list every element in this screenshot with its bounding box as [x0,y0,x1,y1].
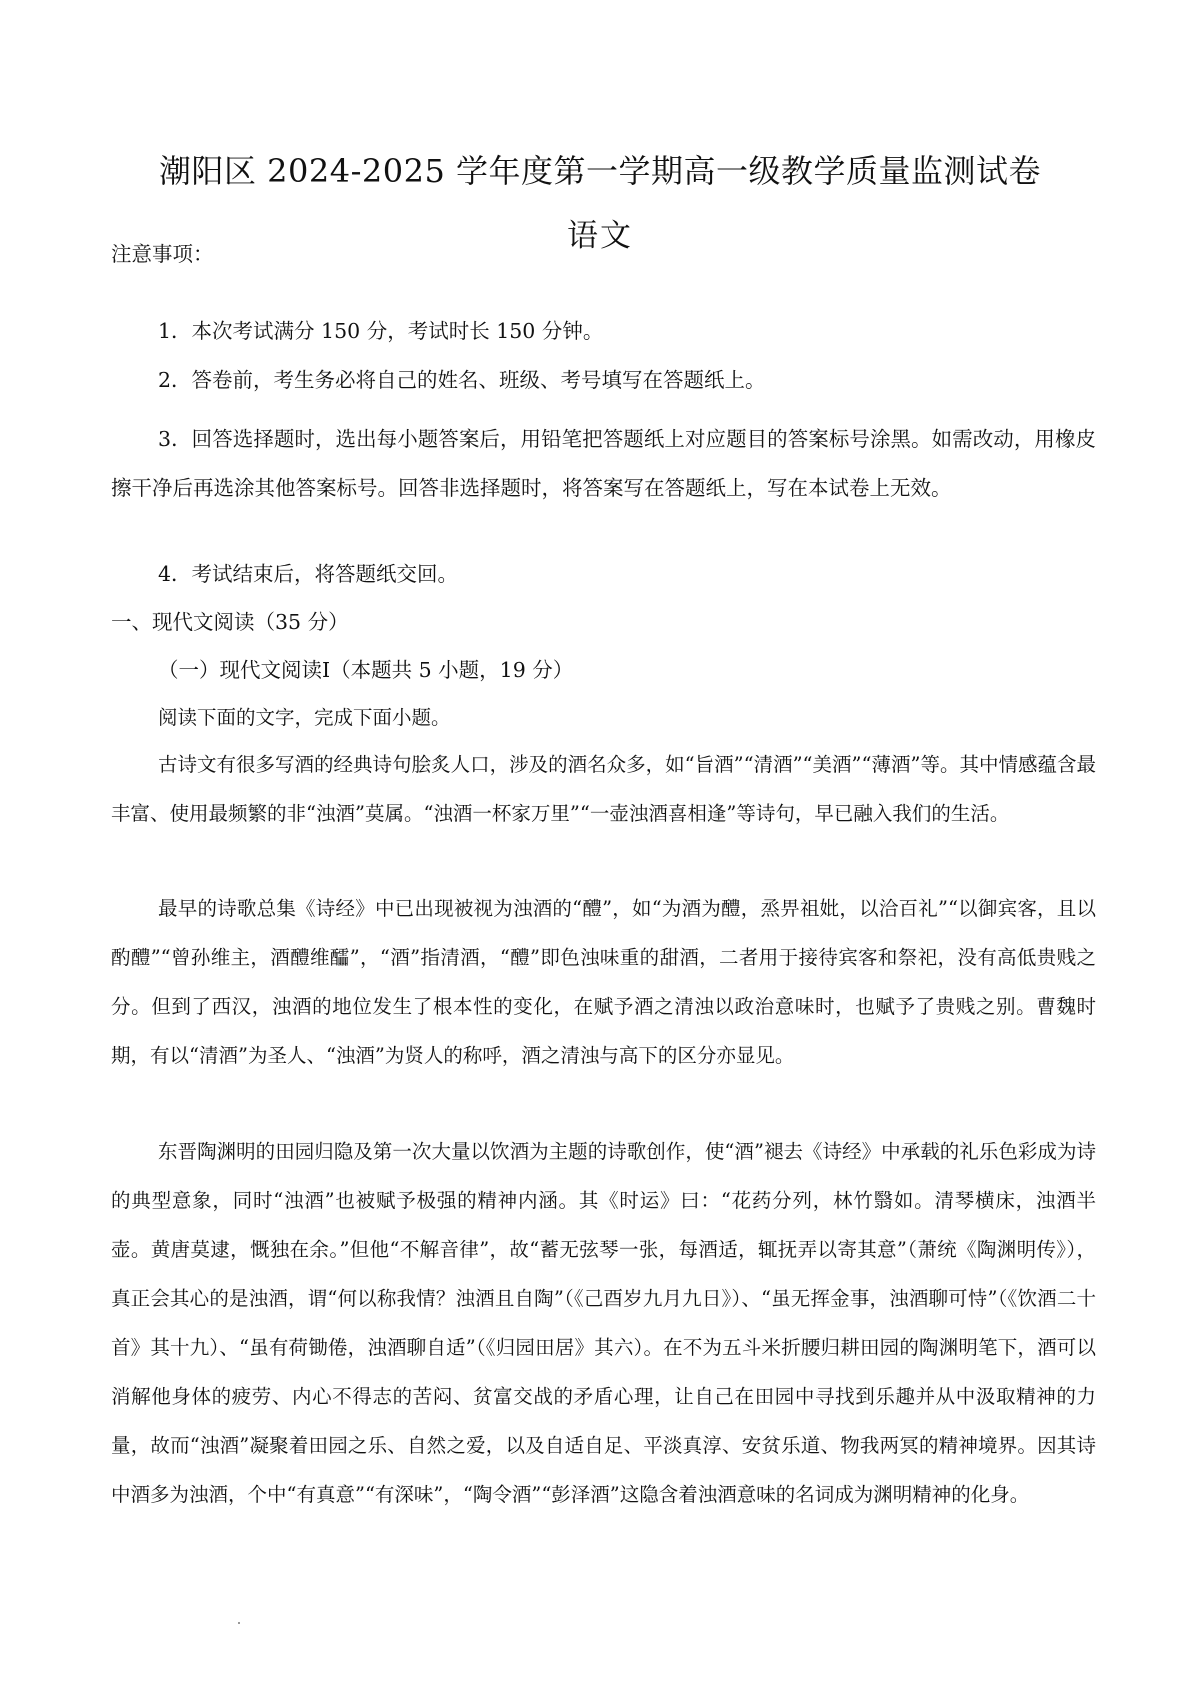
notes-heading: 注意事项： [111,242,214,266]
note-item-1: 1．本次考试满分 150 分，考试时长 150 分钟。 [158,319,604,343]
section-heading: 一、现代文阅读（35 分） [111,610,349,634]
note-item-4: 4．考试结束后，将答题纸交回。 [158,562,459,586]
subsection-heading: （一）现代文阅读Ⅰ（本题共 5 小题，19 分） [158,658,574,682]
note-item-2: 2．答卷前，考生务必将自己的姓名、班级、考号填写在答题纸上。 [158,368,766,392]
exam-title: 潮阳区 2024-2025 学年度第一学期高一级教学质量监测试卷 [158,152,1042,190]
passage-paragraph-3: 东晋陶渊明的田园归隐及第一次大量以饮酒为主题的诗歌创作，使“酒”褪去《诗经》中承载的礼乐色彩成为诗的典型意象，同时“浊酒”也被赋予极强的精神内涵。其《时运》曰：“花药分列，林竹翳如。清琴横床，浊酒半壶。黄唐莫逮，慨独在余。”但他“不解音律”，故“蓄无弦琴一张，每酒适，辄抚弄以寄其意”（萧统《陶渊明传》），真正会其心的是浊酒，谓“何以称我情？浊酒且自陶”（《己酉岁九月九日》）、“虽无挥金事，浊酒聊可恃”（《饮酒二十首》其十九）、“虽有荷锄倦，浊酒聊自适”（《归园田居》其六）。在不为五斗米折腰归耕田园的陶渊明笔下，酒可以消解他身体的疲劳、内心不得志的苦闷、贫富交战的矛盾心理，让自己在田园中寻找到乐趣并从中汲取精神的力量，故而“浊酒”凝聚着田园之乐、自然之爱，以及自适自足、平淡真淳、安贫乐道、物我两冥的精神境界。因其诗中酒多为浊酒，个中“有真意”“有深味”，“陶令酒”“彭泽酒”这隐含着浊酒意味的名词成为渊明精神的化身。 [111,1140,1096,1506]
subject-title: 语文 [567,218,633,254]
passage-paragraph-1: 古诗文有很多写酒的经典诗句脍炙人口，涉及的酒名众多，如“旨酒”“清酒”“美酒”“薄酒”等。其中情感蕴含最丰富、使用最频繁的非“浊酒”莫属。“浊酒一杯家万里”“一壶浊酒喜相逢”等诗句，早已融入我们的生活。 [111,753,1096,825]
passage-paragraph-2: 最早的诗歌总集《诗经》中已出现被视为浊酒的“醴”，如“为酒为醴，烝畀祖妣，以洽百礼”“以御宾客，且以酌醴”“曾孙维主，酒醴维醽”，“酒”指清酒，“醴”即色浊味重的甜酒，二者用于接待宾客和祭祀，没有高低贵贱之分。但到了西汉，浊酒的地位发生了根本性的变化，在赋予酒之清浊以政治意味时，也赋予了贵贱之别。曹魏时期，有以“清酒”为圣人、“浊酒”为贤人的称呼，酒之清浊与高下的区分亦显见。 [111,897,1096,1067]
reading-instruction: 阅读下面的文字，完成下面小题。 [158,706,451,729]
scan-speck [238,1622,240,1624]
note-item-3: 3．回答选择题时，选出每小题答案后，用铅笔把答题纸上对应题目的答案标号涂黑。如需改动，用橡皮擦干净后再选涂其他答案标号。回答非选择题时，将答案写在答题纸上，写在本试卷上无效。 [111,427,1096,500]
